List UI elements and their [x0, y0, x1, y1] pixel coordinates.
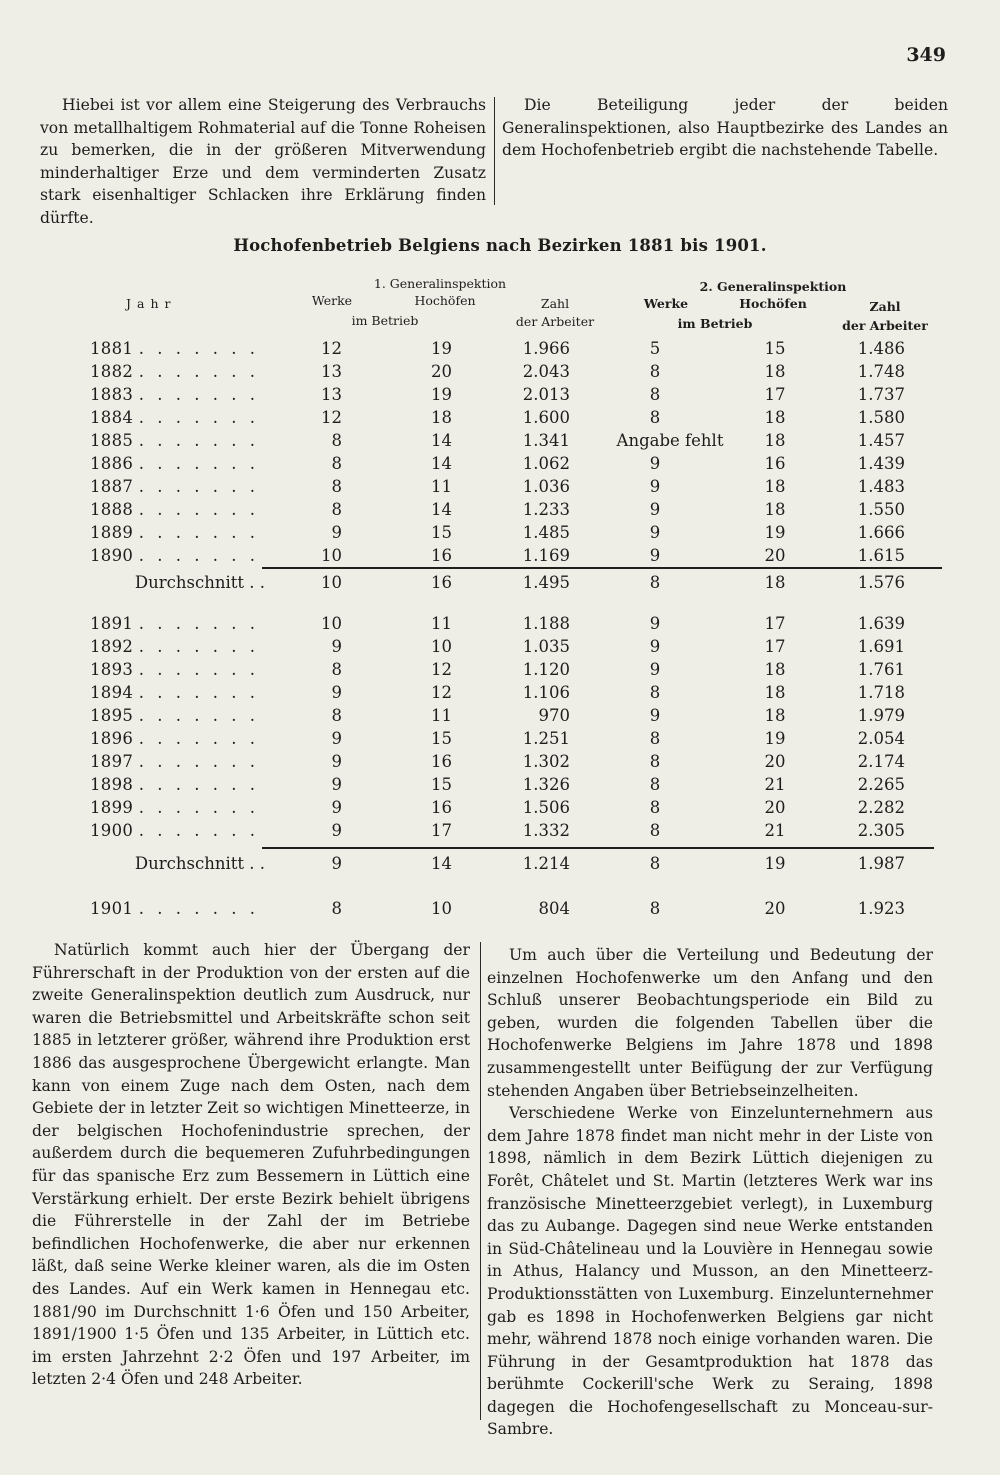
- cell-g1-hochoefen: 10: [431, 899, 452, 918]
- cell-g1-hochoefen: 12: [431, 660, 452, 679]
- cell-g1-arbeiter: 2.043: [522, 362, 570, 381]
- cell-g1-werke: 8: [331, 706, 342, 725]
- cell-g1-arbeiter: 1.035: [522, 637, 570, 656]
- cell-g1-werke: 8: [331, 500, 342, 519]
- cell-g1-hochoefen: 16: [431, 752, 452, 771]
- cell-g1-werke: 13: [321, 362, 342, 381]
- cell-g2-hochoefen: 17: [764, 614, 786, 633]
- cell-g2-hochoefen: 18: [764, 500, 786, 519]
- cell-g1-arbeiter: 970: [538, 706, 570, 725]
- cell-g1-arbeiter: 1.341: [522, 431, 570, 450]
- leader-dots: . . . . . . .: [138, 385, 259, 404]
- cell-g1-arbeiter: 804: [538, 899, 570, 918]
- year-value: 1899: [90, 798, 134, 817]
- leader-dots: . . . . . . .: [138, 637, 259, 656]
- table-row: [0, 899, 1000, 923]
- cell-g1-arbeiter: 1.332: [522, 821, 570, 840]
- cell-g1-arbeiter: 1.062: [522, 454, 570, 473]
- cell-g1-arbeiter: 1.188: [522, 614, 570, 633]
- intro-column-divider: [494, 97, 495, 205]
- cell-g2-werke: 8: [649, 775, 661, 794]
- header-g1-zahl: Zahl: [540, 296, 570, 311]
- table-row: [0, 385, 1000, 409]
- table-row: [0, 729, 1000, 753]
- table-row: [0, 683, 1000, 707]
- cell-g2-arbeiter: 1.979: [857, 706, 905, 725]
- leader-dots: . . . . . . .: [138, 821, 259, 840]
- cell-g2-hochoefen: 18: [764, 408, 786, 427]
- cell-g2-arbeiter: 1.580: [857, 408, 905, 427]
- cell-g2-werke: Angabe fehlt: [616, 431, 724, 450]
- year-cell: [90, 683, 265, 702]
- intro-right-column: [502, 94, 948, 162]
- header-jahr: Jahr: [126, 296, 177, 311]
- table-row: [0, 362, 1000, 386]
- cell-g2-arbeiter: 1.761: [857, 660, 905, 679]
- cell-g1-hochoefen: 14: [431, 854, 452, 873]
- cell-g2-arbeiter: 1.718: [857, 683, 905, 702]
- table-average-row: [0, 854, 1000, 878]
- intro-left-column: [40, 94, 486, 230]
- leader-dots: . . . . . . .: [138, 339, 259, 358]
- cell-g2-hochoefen: 19: [764, 523, 786, 542]
- header-g1-werke: Werke: [311, 293, 353, 308]
- cell-g2-arbeiter: 2.174: [857, 752, 905, 771]
- table-row: [0, 408, 1000, 432]
- cell-g2-werke: 9: [649, 477, 661, 496]
- cell-g1-arbeiter: 1.966: [522, 339, 570, 358]
- cell-g2-hochoefen: 17: [764, 385, 786, 404]
- leader-dots: . . . . . . .: [138, 454, 259, 473]
- leader-dots: . . . . . . .: [138, 683, 259, 702]
- leader-dots: . . . . . . .: [138, 408, 259, 427]
- year-cell: [90, 798, 265, 817]
- page-number: 349: [906, 44, 946, 66]
- cell-g1-hochoefen: 14: [431, 431, 452, 450]
- table-title: Hochofenbetrieb Belgiens nach Bezirken 1881 bis 1901.: [233, 236, 767, 255]
- table-row: [0, 431, 1000, 455]
- leader-dots: . . . . . . .: [138, 500, 259, 519]
- header-group1-label: 1. Generalinspektion: [373, 276, 507, 291]
- average-label: Durchschnitt . .: [134, 573, 265, 592]
- cell-g2-hochoefen: 18: [764, 431, 786, 450]
- year-value: 1887: [90, 477, 134, 496]
- cell-g1-werke: 10: [321, 614, 342, 633]
- cell-g2-hochoefen: 20: [764, 899, 786, 918]
- cell-g2-werke: 8: [649, 385, 661, 404]
- bottom-column-divider: [480, 942, 481, 1420]
- cell-g1-werke: 9: [331, 798, 342, 817]
- cell-g1-hochoefen: 16: [431, 573, 452, 592]
- header-g2-arbeiter: der Arbeiter: [842, 318, 928, 333]
- year-value: 1888: [90, 500, 134, 519]
- table-row: [0, 339, 1000, 363]
- cell-g2-arbeiter: 1.691: [857, 637, 905, 656]
- leader-dots: . . . . . . .: [138, 614, 259, 633]
- cell-g1-arbeiter: 1.506: [522, 798, 570, 817]
- cell-g1-hochoefen: 12: [431, 683, 452, 702]
- cell-g2-hochoefen: 17: [764, 637, 786, 656]
- bottom-left-column: [32, 939, 470, 1391]
- leader-dots: . . . . . . .: [138, 523, 259, 542]
- year-value: 1884: [90, 408, 134, 427]
- intro-right-paragraph: Die Beteiligung jeder der beiden Generalinspektionen, also Hauptbezirke des Landes an dem Hochofenbetrieb ergibt die nachstehende Tabelle.: [502, 96, 948, 160]
- cell-g1-werke: 9: [331, 523, 342, 542]
- cell-g1-hochoefen: 15: [431, 523, 452, 542]
- table-row: [0, 637, 1000, 661]
- cell-g2-werke: 8: [649, 899, 661, 918]
- year-value: 1883: [90, 385, 134, 404]
- cell-g2-werke: 9: [649, 523, 661, 542]
- cell-g2-arbeiter: 2.265: [857, 775, 905, 794]
- cell-g2-arbeiter: 1.987: [857, 854, 905, 873]
- cell-g2-arbeiter: 2.305: [857, 821, 905, 840]
- cell-g1-hochoefen: 19: [431, 339, 452, 358]
- year-cell: [90, 821, 265, 840]
- cell-g1-hochoefen: 11: [431, 614, 452, 633]
- cell-g2-hochoefen: 20: [764, 546, 786, 565]
- cell-g2-hochoefen: 19: [764, 854, 786, 873]
- leader-dots: . . . . . . .: [138, 546, 259, 565]
- leader-dots: . . . . . . .: [138, 660, 259, 679]
- cell-g2-arbeiter: 1.923: [857, 899, 905, 918]
- year-value: 1894: [90, 683, 134, 702]
- header-g2-im-betrieb: im Betrieb: [677, 316, 753, 331]
- year-cell: [90, 660, 265, 679]
- year-cell: [90, 500, 265, 519]
- cell-g1-hochoefen: 16: [431, 546, 452, 565]
- leader-dots: . . . . . . .: [138, 775, 259, 794]
- cell-g2-arbeiter: 1.486: [857, 339, 905, 358]
- cell-g1-arbeiter: 1.485: [522, 523, 570, 542]
- cell-g2-hochoefen: 18: [764, 573, 786, 592]
- cell-g1-werke: 9: [331, 775, 342, 794]
- cell-g1-hochoefen: 15: [431, 729, 452, 748]
- cell-g2-werke: 8: [649, 798, 661, 817]
- cell-g2-werke: 9: [649, 660, 661, 679]
- year-value: 1885: [90, 431, 134, 450]
- year-value: 1881: [90, 339, 134, 358]
- intro-left-paragraph: Hiebei ist vor allem eine Steigerung des Verbrauchs von metallhaltigem Rohmaterial auf die Tonne Roheisen zu bemerken, die in der größeren Mitverwendung minderhaltiger Erze und dem verminderten Zusatz stark eisenhaltiger Schlacken ihre Erklärung finden dürfte.: [40, 96, 486, 227]
- cell-g2-hochoefen: 15: [764, 339, 786, 358]
- cell-g1-hochoefen: 14: [431, 454, 452, 473]
- year-cell: [90, 706, 265, 725]
- cell-g1-hochoefen: 20: [431, 362, 452, 381]
- cell-g2-arbeiter: 2.054: [857, 729, 905, 748]
- average-rule-1: [262, 567, 942, 569]
- header-g1-im-betrieb: im Betrieb: [351, 313, 419, 328]
- leader-dots: . . . . . . .: [138, 798, 259, 817]
- cell-g2-arbeiter: 1.457: [857, 431, 905, 450]
- year-cell: [90, 362, 265, 381]
- year-cell: [90, 752, 265, 771]
- cell-g1-werke: 9: [331, 821, 342, 840]
- cell-g1-werke: 8: [331, 431, 342, 450]
- cell-g2-werke: 8: [649, 573, 661, 592]
- year-cell: [90, 729, 265, 748]
- year-cell: [90, 454, 265, 473]
- table-row: [0, 614, 1000, 638]
- year-cell: [90, 637, 265, 656]
- bottom-left-paragraph: Natürlich kommt auch hier der Übergang der Führerschaft in der Produktion von der ersten auf die zweite Generalinspektion deutlich zum Ausdruck, nur waren die Betriebsmittel und Arbeitskräfte schon seit 1885 in letzterer größer, während ihre Produktion erst 1886 das ausgesprochene Übergewicht erlangte. Man kann von einem Zuge nach dem Osten, nach dem Gebiete der in letzter Zeit so wichtigen Minetteerze, in der belgischen Hochofenindustrie sprechen, der außerdem durch die bequemeren Zufuhrbedingungen für das spanische Erz zum Bessemern in Lüttich eine Verstärkung erhielt. Der erste Bezirk behielt übrigens die Führerstelle in der Zahl der im Betriebe befindlichen Hochofenwerke, die aber nur erkennen läßt, daß seine Werke kleiner waren, als die im Osten des Landes. Auf ein Werk kamen in Hennegau etc. 1881/90 im Durchschnitt 1·6 Öfen und 150 Arbeiter, 1891/1900 1·5 Öfen und 135 Arbeiter, in Lüttich etc. im ersten Jahrzehnt 2·2 Öfen und 197 Arbeiter, im letzten 2·4 Öfen und 248 Arbeiter.: [32, 941, 470, 1389]
- cell-g2-werke: 8: [649, 729, 661, 748]
- table-row: [0, 477, 1000, 501]
- cell-g1-arbeiter: 1.495: [522, 573, 570, 592]
- cell-g2-arbeiter: 1.439: [857, 454, 905, 473]
- year-cell: [90, 339, 265, 358]
- cell-g2-hochoefen: 18: [764, 362, 786, 381]
- leader-dots: . . . . . . .: [138, 431, 259, 450]
- cell-g2-hochoefen: 19: [764, 729, 786, 748]
- table-row: [0, 775, 1000, 799]
- cell-g1-werke: 10: [321, 546, 342, 565]
- year-value: 1900: [90, 821, 134, 840]
- cell-g1-hochoefen: 18: [431, 408, 452, 427]
- table-row: [0, 500, 1000, 524]
- cell-g2-werke: 8: [649, 362, 661, 381]
- header-group2-label: 2. Generalinspektion: [699, 279, 847, 294]
- cell-g1-arbeiter: 1.120: [522, 660, 570, 679]
- cell-g1-werke: 8: [331, 454, 342, 473]
- header-g2-hochoefen: Hochöfen: [739, 296, 807, 311]
- bottom-right-column: [487, 944, 933, 1441]
- cell-g1-arbeiter: 1.106: [522, 683, 570, 702]
- cell-g1-hochoefen: 15: [431, 775, 452, 794]
- cell-g2-arbeiter: 2.282: [857, 798, 905, 817]
- header-g2-zahl: Zahl: [869, 299, 901, 314]
- cell-g1-arbeiter: 1.326: [522, 775, 570, 794]
- year-value: 1895: [90, 706, 134, 725]
- year-value: 1901: [90, 899, 134, 918]
- year-value: 1892: [90, 637, 134, 656]
- cell-g2-werke: 8: [649, 854, 661, 873]
- year-value: 1890: [90, 546, 134, 565]
- table-row: [0, 798, 1000, 822]
- cell-g1-werke: 12: [321, 339, 342, 358]
- table-row: [0, 752, 1000, 776]
- year-cell: [90, 775, 265, 794]
- average-label: Durchschnitt . .: [134, 854, 265, 873]
- cell-g2-werke: 9: [649, 546, 661, 565]
- table-row: [0, 706, 1000, 730]
- year-value: 1897: [90, 752, 134, 771]
- year-cell: [90, 408, 265, 427]
- leader-dots: . . . . . . .: [138, 477, 259, 496]
- leader-dots: . . . . . . .: [138, 729, 259, 748]
- cell-g1-hochoefen: 16: [431, 798, 452, 817]
- year-value: 1886: [90, 454, 134, 473]
- cell-g2-arbeiter: 1.483: [857, 477, 905, 496]
- year-value: 1891: [90, 614, 134, 633]
- cell-g2-arbeiter: 1.615: [857, 546, 905, 565]
- cell-g2-arbeiter: 1.748: [857, 362, 905, 381]
- leader-dots: . . . . . . .: [138, 899, 259, 918]
- cell-g1-arbeiter: 2.013: [522, 385, 570, 404]
- cell-g1-arbeiter: 1.251: [522, 729, 570, 748]
- cell-g1-hochoefen: 19: [431, 385, 452, 404]
- cell-g2-werke: 8: [649, 752, 661, 771]
- cell-g1-arbeiter: 1.214: [522, 854, 570, 873]
- cell-g2-hochoefen: 18: [764, 477, 786, 496]
- cell-g1-werke: 8: [331, 660, 342, 679]
- cell-g2-werke: 9: [649, 637, 661, 656]
- cell-g1-hochoefen: 11: [431, 477, 452, 496]
- cell-g1-arbeiter: 1.036: [522, 477, 570, 496]
- year-cell: [90, 431, 265, 450]
- year-value: 1882: [90, 362, 134, 381]
- leader-dots: . . . . . . .: [138, 752, 259, 771]
- cell-g2-hochoefen: 18: [764, 660, 786, 679]
- table-row: [0, 660, 1000, 684]
- cell-g2-werke: 9: [649, 454, 661, 473]
- cell-g1-hochoefen: 10: [431, 637, 452, 656]
- cell-g2-arbeiter: 1.737: [857, 385, 905, 404]
- year-cell: [90, 477, 265, 496]
- cell-g1-hochoefen: 17: [431, 821, 452, 840]
- cell-g1-arbeiter: 1.302: [522, 752, 570, 771]
- cell-g1-werke: 10: [321, 573, 342, 592]
- cell-g1-werke: 8: [331, 899, 342, 918]
- cell-g2-arbeiter: 1.576: [857, 573, 905, 592]
- table-row: [0, 523, 1000, 547]
- cell-g2-arbeiter: 1.666: [857, 523, 905, 542]
- cell-g1-arbeiter: 1.169: [522, 546, 570, 565]
- cell-g2-hochoefen: 20: [764, 752, 786, 771]
- year-cell: [90, 899, 265, 918]
- cell-g1-werke: 12: [321, 408, 342, 427]
- cell-g2-arbeiter: 1.639: [857, 614, 905, 633]
- cell-g2-werke: 8: [649, 408, 661, 427]
- cell-g2-werke: 9: [649, 614, 661, 633]
- cell-g2-arbeiter: 1.550: [857, 500, 905, 519]
- table-row: [0, 821, 1000, 845]
- bottom-right-paragraph: Verschiedene Werke von Einzelunternehmern aus dem Jahre 1878 findet man nicht mehr in der Liste von 1898, nämlich in dem Bezirk Lüttich diejenigen zu Forêt, Châtelet und St. Martin (letzteres Werk war ins französische Minetteerzgebiet verlegt), in Luxemburg das zu Aubange. Dagegen sind neue Werke entstanden in Süd-Châtelineau und la Louvière in Hennegau sowie in Athus, Halancy und Musson, an den Minetteerz-Produktionsstätten von Luxemburg. Einzelunternehmer gab es 1898 in Hochofenwerken Belgiens gar nicht mehr, während 1878 noch einige vorhanden waren. Die Führung in der Gesamtproduktion hat 1878 das berühmte Cockerill'sche Werk zu Seraing, 1898 dagegen die Hochofengesellschaft zu Monceau-sur-Sambre.: [487, 1104, 933, 1439]
- cell-g1-arbeiter: 1.600: [522, 408, 570, 427]
- cell-g2-hochoefen: 20: [764, 798, 786, 817]
- cell-g1-werke: 8: [331, 477, 342, 496]
- cell-g2-hochoefen: 21: [764, 821, 786, 840]
- cell-g2-hochoefen: 18: [764, 706, 786, 725]
- year-cell: [90, 614, 265, 633]
- cell-g1-werke: 9: [331, 729, 342, 748]
- cell-g1-werke: 9: [331, 854, 342, 873]
- year-cell: [90, 385, 265, 404]
- cell-g1-hochoefen: 14: [431, 500, 452, 519]
- year-value: 1893: [90, 660, 134, 679]
- cell-g2-hochoefen: 21: [764, 775, 786, 794]
- cell-g2-werke: 9: [649, 706, 661, 725]
- header-g2-werke: Werke: [643, 296, 689, 311]
- cell-g2-werke: 5: [649, 339, 661, 358]
- cell-g1-werke: 13: [321, 385, 342, 404]
- cell-g1-werke: 9: [331, 683, 342, 702]
- cell-g1-werke: 9: [331, 752, 342, 771]
- table-row: [0, 454, 1000, 478]
- year-cell: [90, 523, 265, 542]
- cell-g1-arbeiter: 1.233: [522, 500, 570, 519]
- cell-g2-werke: 9: [649, 500, 661, 519]
- leader-dots: . . . . . . .: [138, 706, 259, 725]
- header-g1-arbeiter: der Arbeiter: [515, 314, 595, 329]
- average-rule-2: [262, 847, 934, 849]
- cell-g2-hochoefen: 16: [764, 454, 786, 473]
- cell-g2-hochoefen: 18: [764, 683, 786, 702]
- year-value: 1898: [90, 775, 134, 794]
- table-average-row: [0, 573, 1000, 597]
- bottom-right-paragraph: Um auch über die Verteilung und Bedeutung der einzelnen Hochofenwerke um den Anfang und den Schluß unserer Beobachtungsperiode ein Bild zu geben, wurden die folgenden Tabellen über die Hochofenwerke Belgiens im Jahre 1878 und 1898 zusammengestellt unter Beifügung der zur Verfügung stehenden Angaben über Betriebseinzelheiten.: [487, 946, 933, 1100]
- cell-g1-hochoefen: 11: [431, 706, 452, 725]
- year-cell: [90, 546, 265, 565]
- header-g1-hochoefen: Hochöfen: [414, 293, 476, 308]
- cell-g2-werke: 8: [649, 683, 661, 702]
- leader-dots: . . . . . . .: [138, 362, 259, 381]
- year-value: 1889: [90, 523, 134, 542]
- year-value: 1896: [90, 729, 134, 748]
- cell-g2-werke: 8: [649, 821, 661, 840]
- cell-g1-werke: 9: [331, 637, 342, 656]
